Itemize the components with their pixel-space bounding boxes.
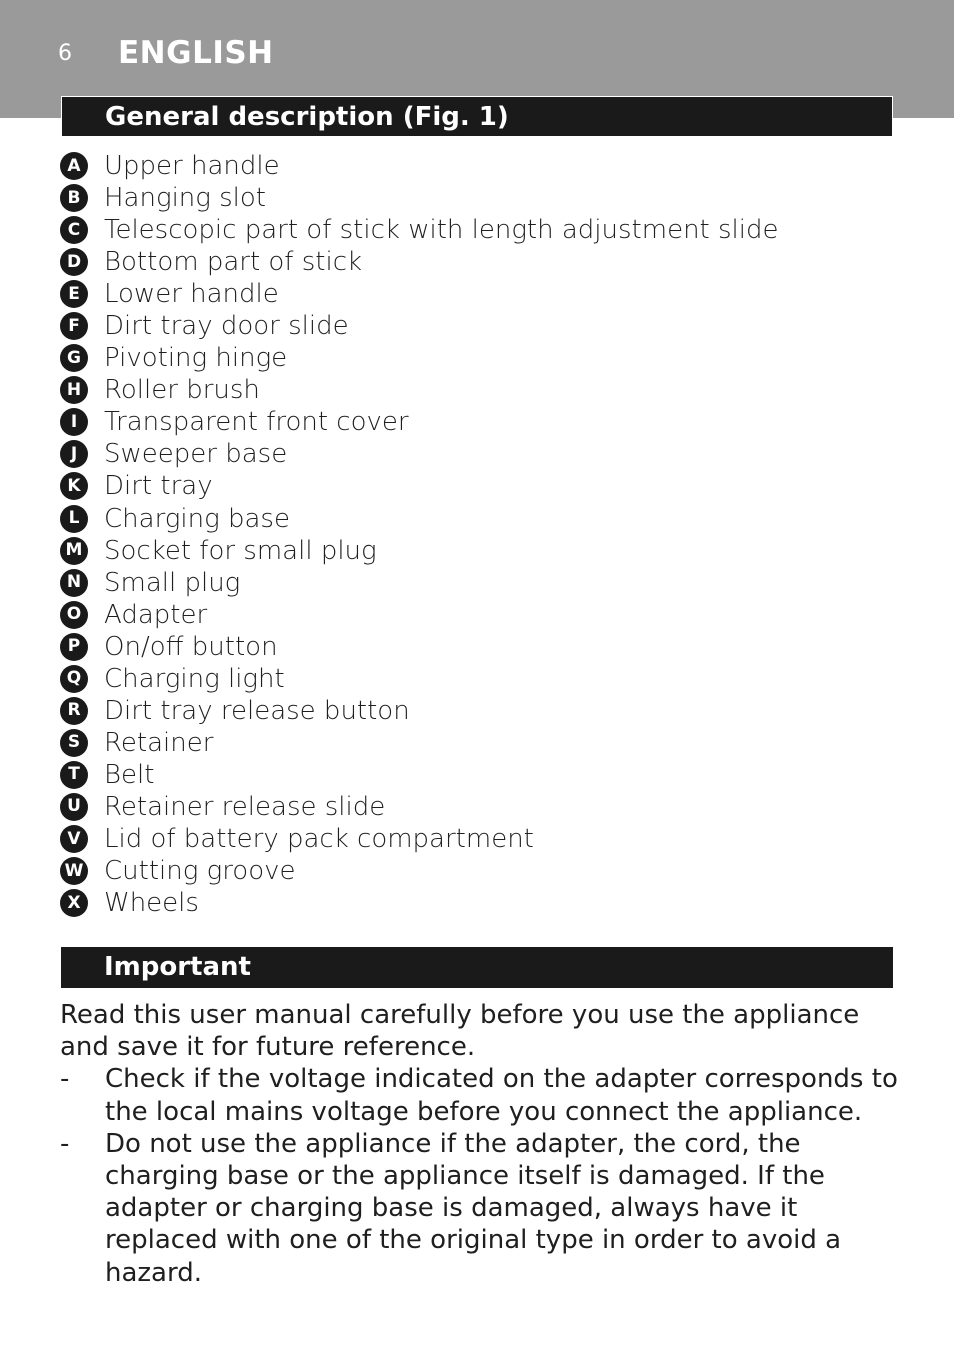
part-label: Wheels: [104, 888, 199, 919]
letter-r-badge-icon: R: [60, 697, 88, 725]
part-label: Sweeper base: [104, 439, 288, 470]
part-label: Bottom part of stick: [104, 247, 363, 278]
list-item: [60, 855, 779, 887]
list-item: [60, 823, 779, 855]
letter-f-badge-icon: F: [60, 312, 88, 340]
letter-n-badge-icon: N: [60, 569, 88, 597]
list-item: [60, 310, 779, 342]
part-label: Dirt tray: [104, 471, 213, 502]
list-item: [60, 535, 779, 567]
section-title: General description (Fig. 1): [105, 102, 509, 132]
list-item: [60, 342, 779, 374]
list-item: [60, 182, 779, 214]
list-item: [60, 438, 779, 470]
part-label: Retainer: [104, 727, 214, 758]
list-item: [60, 406, 779, 438]
part-label: Dirt tray release button: [104, 695, 410, 726]
part-label: Pivoting hinge: [104, 343, 288, 374]
part-label: Lid of battery pack compartment: [104, 824, 534, 854]
part-label: Lower handle: [104, 279, 279, 310]
part-label: Small plug: [104, 567, 241, 598]
letter-m-badge-icon: M: [60, 537, 88, 565]
letter-x-badge-icon: X: [60, 889, 88, 917]
letter-l-badge-icon: L: [60, 505, 88, 533]
language-title: ENGLISH: [118, 35, 274, 71]
part-label: Charging base: [104, 503, 290, 534]
letter-t-badge-icon: T: [60, 761, 88, 789]
page-number: 6: [58, 41, 72, 66]
list-item: [60, 374, 779, 406]
part-label: Retainer release slide: [104, 791, 386, 822]
section-title: Important: [104, 952, 251, 982]
part-label: Upper handle: [104, 151, 280, 182]
dash-bullet: -: [60, 1128, 70, 1159]
list-item: [60, 727, 779, 759]
letter-q-badge-icon: Q: [60, 665, 88, 693]
part-label: Belt: [104, 759, 155, 790]
part-label: Charging light: [104, 663, 285, 694]
list-item: [60, 1063, 900, 1127]
list-item: [60, 887, 779, 919]
part-label: Transparent front cover: [104, 407, 409, 438]
letter-p-badge-icon: P: [60, 633, 88, 661]
letter-d-badge-icon: D: [60, 248, 88, 276]
list-item: [60, 278, 779, 310]
list-item: [60, 1128, 900, 1289]
intro-paragraph: Read this user manual carefully before you use the appliance and save it for future reference.: [60, 1000, 860, 1063]
bullet-text: Check if the voltage indicated on the adapter corresponds to the local mains voltage before you connect the appliance.: [105, 1064, 898, 1127]
list-item: [60, 599, 779, 631]
letter-b-badge-icon: B: [60, 184, 88, 212]
letter-i-badge-icon: I: [60, 408, 88, 436]
part-label: On/off button: [104, 631, 278, 662]
parts-list: [60, 150, 779, 919]
dash-bullet: -: [60, 1064, 70, 1095]
letter-g-badge-icon: G: [60, 344, 88, 372]
list-item: [60, 631, 779, 663]
part-label: Hanging slot: [104, 183, 267, 214]
bullet-text: Do not use the appliance if the adapter, the cord, the charging base or the appliance itself is damaged. If the adapter or charging base is damaged, always have it replaced with one of the original type in order to avoid a hazard.: [105, 1128, 842, 1288]
list-item: [60, 759, 779, 791]
section-header-important: [61, 947, 893, 988]
part-label: Cutting groove: [104, 856, 296, 887]
part-label: Roller brush: [104, 375, 260, 406]
warning-list: [60, 1063, 900, 1288]
letter-u-badge-icon: U: [60, 793, 88, 821]
part-label: Socket for small plug: [104, 535, 377, 566]
list-item: [60, 695, 779, 727]
section-header-general-description: [61, 96, 893, 137]
letter-w-badge-icon: W: [60, 857, 88, 885]
list-item: [60, 214, 779, 246]
letter-h-badge-icon: H: [60, 376, 88, 404]
part-label: Telescopic part of stick with length adjustment slide: [104, 215, 779, 246]
part-label: Dirt tray door slide: [104, 311, 349, 342]
letter-o-badge-icon: O: [60, 601, 88, 629]
letter-a-badge-icon: A: [60, 152, 88, 180]
list-item: [60, 791, 779, 823]
list-item: [60, 567, 779, 599]
list-item: [60, 663, 779, 695]
letter-s-badge-icon: S: [60, 729, 88, 757]
letter-c-badge-icon: C: [60, 216, 88, 244]
list-item: [60, 150, 779, 182]
part-label: Adapter: [104, 599, 208, 630]
list-item: [60, 246, 779, 278]
letter-j-badge-icon: J: [60, 440, 88, 468]
letter-k-badge-icon: K: [60, 472, 88, 500]
letter-e-badge-icon: E: [60, 280, 88, 308]
list-item: [60, 470, 779, 502]
list-item: [60, 503, 779, 535]
important-body: [60, 999, 900, 1289]
letter-v-badge-icon: V: [60, 825, 88, 853]
